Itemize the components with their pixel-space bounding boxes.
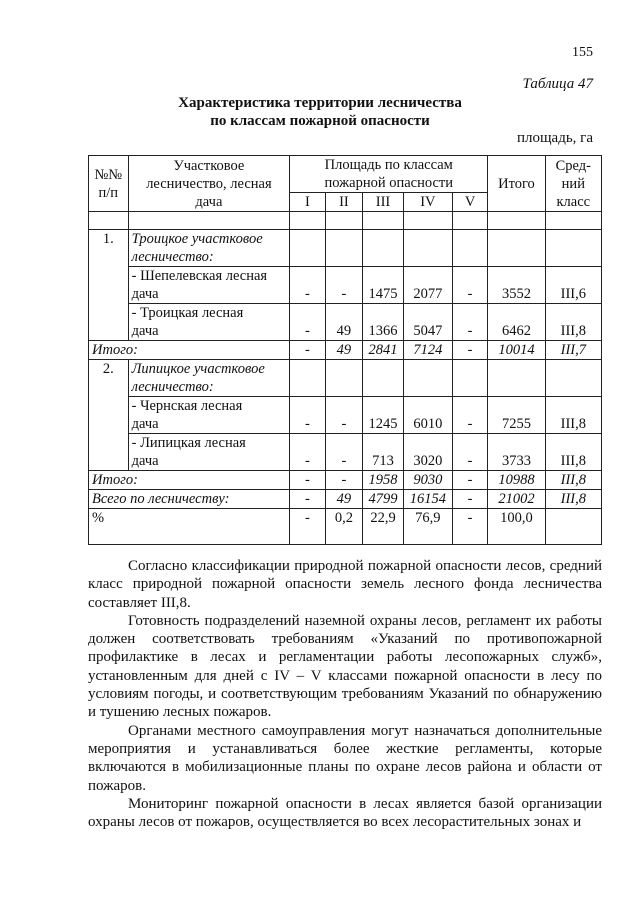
cell: 713 [363, 434, 404, 471]
cell: - [452, 490, 487, 509]
page-number: 155 [572, 45, 593, 60]
table-row [89, 360, 602, 397]
cell-avg: III,8 [545, 490, 601, 509]
body-text [88, 557, 602, 831]
subtotal-label: Итого: [89, 341, 290, 360]
row-name: - Троицкая лесная дача [128, 304, 290, 341]
cell: - [290, 397, 325, 434]
cell-avg: III,7 [545, 341, 601, 360]
table-row [89, 267, 602, 304]
table-title-line2: по классам пожарной опасности [210, 113, 430, 129]
cell: 2077 [403, 267, 452, 304]
header-class: V [452, 193, 487, 212]
cell: - [290, 490, 325, 509]
spacer-row [89, 212, 602, 230]
group-name: Липицкое участковое лесничество: [128, 360, 290, 397]
header-class: IV [403, 193, 452, 212]
cell-avg [545, 509, 601, 545]
cell-total: 7255 [488, 397, 545, 434]
cell: 1245 [363, 397, 404, 434]
cell: 76,9 [403, 509, 452, 545]
fire-danger-table [88, 155, 602, 545]
subtotal-row [89, 471, 602, 490]
cell: - [452, 304, 487, 341]
cell-avg: III,8 [545, 304, 601, 341]
cell: 1958 [363, 471, 404, 490]
table-row [89, 397, 602, 434]
cell: 22,9 [363, 509, 404, 545]
header-avg: Сред-ний класс [545, 156, 601, 212]
cell: - [325, 434, 363, 471]
header-row [89, 156, 602, 193]
cell-total: 10014 [488, 341, 545, 360]
subtotal-label: Итого: [89, 471, 290, 490]
cell-avg: III,8 [545, 471, 601, 490]
cell: 16154 [403, 490, 452, 509]
header-total: Итого [488, 156, 545, 212]
header-class: III [363, 193, 404, 212]
cell-total: 6462 [488, 304, 545, 341]
cell: 5047 [403, 304, 452, 341]
cell: - [325, 397, 363, 434]
cell: - [290, 434, 325, 471]
grand-total-label: Всего по лесничеству: [89, 490, 290, 509]
paragraph: Органами местного самоуправления могут назначаться дополнительные мероприятия и устанавливаться более жесткие регламенты, которые включаются в мобилизационные планы по охране лесов района и области от пожаров. [88, 722, 602, 794]
table-title [0, 94, 640, 130]
percent-label: % [89, 509, 290, 545]
cell: 3020 [403, 434, 452, 471]
header-class: I [290, 193, 325, 212]
cell: 49 [325, 490, 363, 509]
cell-total: 3552 [488, 267, 545, 304]
table-row [89, 304, 602, 341]
subtotal-row [89, 341, 602, 360]
row-name: - Липицкая лесная дача [128, 434, 290, 471]
cell: 6010 [403, 397, 452, 434]
cell: - [452, 267, 487, 304]
cell: - [290, 267, 325, 304]
cell: 7124 [403, 341, 452, 360]
cell: 9030 [403, 471, 452, 490]
row-name: - Шепелевская лесная дача [128, 267, 290, 304]
grand-total-row [89, 490, 602, 509]
cell: 1475 [363, 267, 404, 304]
cell-total: 100,0 [488, 509, 545, 545]
row-name: - Чернская лесная дача [128, 397, 290, 434]
header-num: №№ п/п [89, 156, 129, 212]
header-class: II [325, 193, 363, 212]
row-num: 2. [89, 360, 129, 471]
header-forestry: Участковое лесничество, лесная дача [128, 156, 290, 212]
cell: 0,2 [325, 509, 363, 545]
paragraph: Готовность подразделений наземной охраны лесов, регламент их работы должен соответствовать требованиям «Указаний по противопожарной профилактике в лесах и регламентации работы лесопожарных служб», установленным для дней с IV – V классами пожарной опасности в лесу по условиям погоды, и соответствующим требованиям Указаний по обнаружению и тушению лесных пожаров. [88, 612, 602, 721]
cell-avg: III,8 [545, 397, 601, 434]
cell-total: 21002 [488, 490, 545, 509]
cell: - [452, 509, 487, 545]
cell: - [452, 341, 487, 360]
cell: 1366 [363, 304, 404, 341]
cell: 2841 [363, 341, 404, 360]
table-title-line1: Характеристика территории лесничества [178, 95, 462, 111]
group-name: Троицкое участковое лесничество: [128, 230, 290, 267]
paragraph: Мониторинг пожарной опасности в лесах является базой организации охраны лесов от пожаров, осуществляется во всех лесорастительных зонах и [88, 795, 602, 831]
cell: - [290, 509, 325, 545]
cell-total: 3733 [488, 434, 545, 471]
cell: 49 [325, 341, 363, 360]
table-row [89, 434, 602, 471]
cell-avg: III,6 [545, 267, 601, 304]
unit-label: площадь, га [516, 130, 593, 146]
cell: - [290, 304, 325, 341]
percent-row [89, 509, 602, 545]
cell: 4799 [363, 490, 404, 509]
table-row [89, 230, 602, 267]
cell: - [325, 267, 363, 304]
cell: - [290, 471, 325, 490]
cell: - [452, 434, 487, 471]
cell: 49 [325, 304, 363, 341]
cell: - [325, 471, 363, 490]
row-num: 1. [89, 230, 129, 341]
cell-avg: III,8 [545, 434, 601, 471]
cell: - [452, 471, 487, 490]
cell: - [452, 397, 487, 434]
paragraph: Согласно классификации природной пожарной опасности лесов, средний класс природной пожарной опасности земель лесного фонда лесничества составляет III,8. [88, 558, 602, 611]
cell: - [290, 341, 325, 360]
table-label: Таблица 47 [522, 76, 593, 92]
header-area: Площадь по классам пожарной опасности [290, 156, 488, 193]
cell-total: 10988 [488, 471, 545, 490]
